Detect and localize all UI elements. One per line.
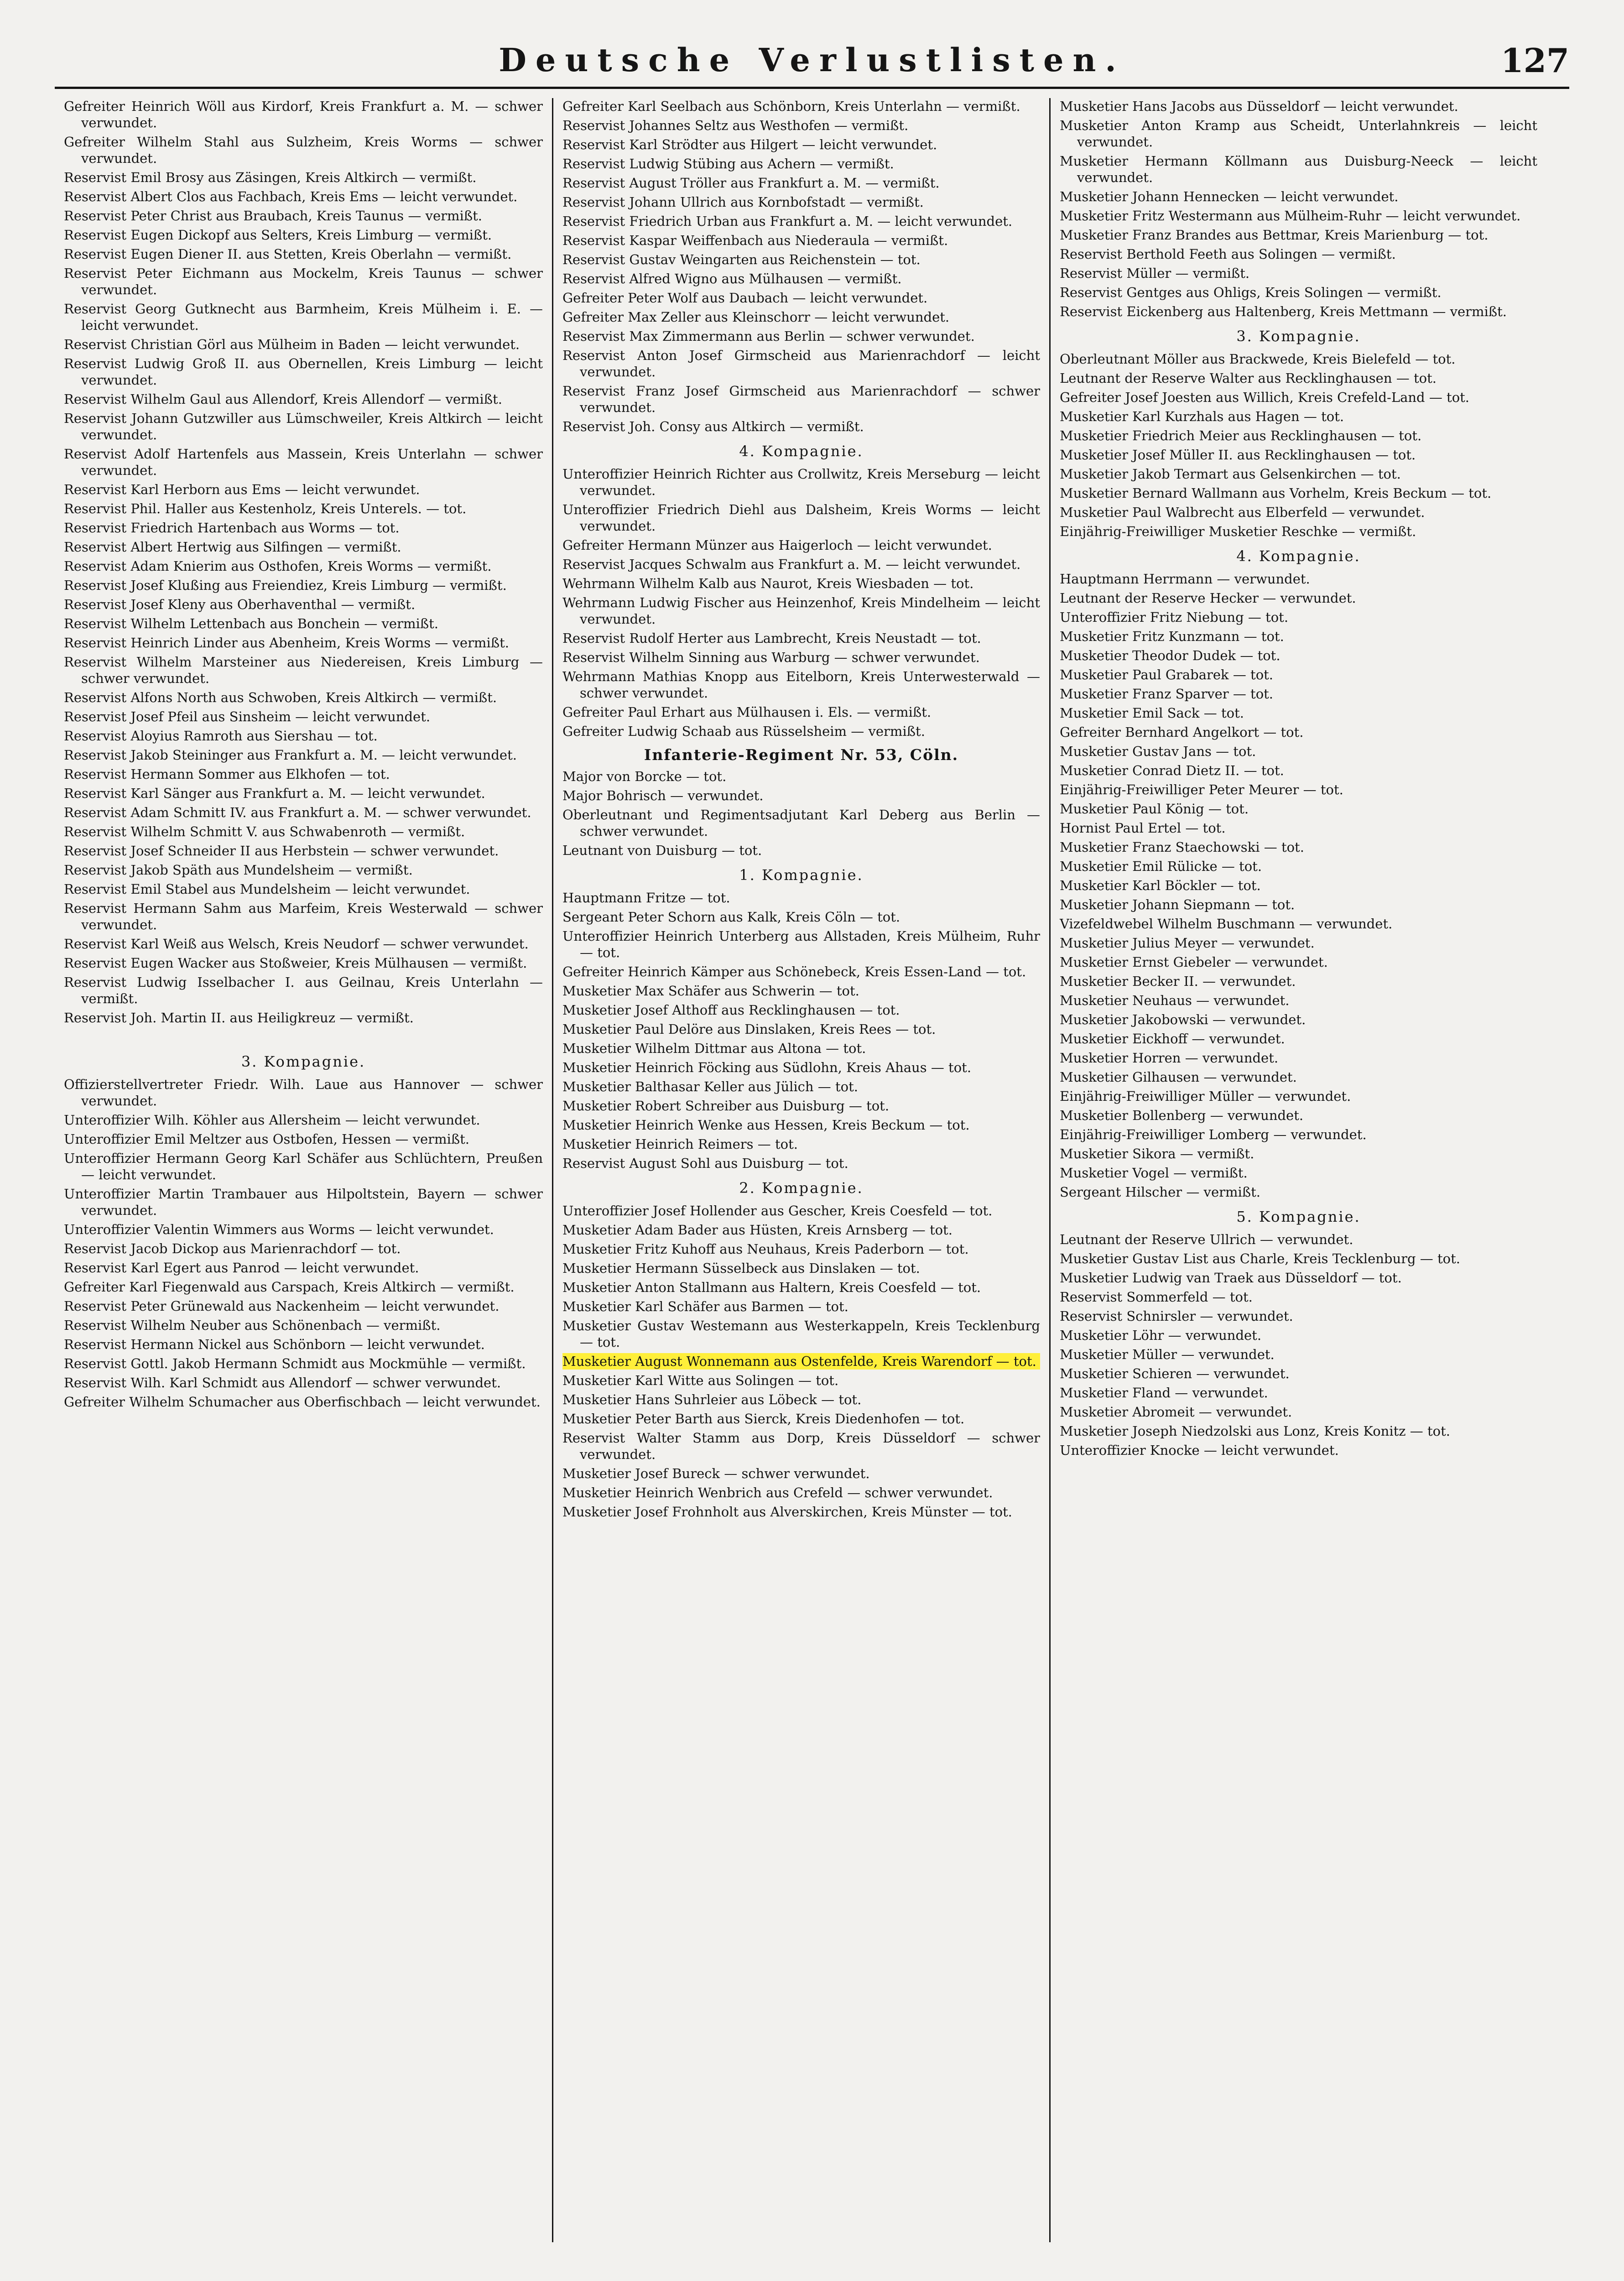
- list-entry: Reservist Schnirsler — verwundet.: [1060, 1308, 1293, 1324]
- list-entry: Reservist Berthold Feeth aus Solingen — vermißt.: [1060, 246, 1396, 262]
- list-entry: Reservist Kaspar Weiffenbach aus Niederaula — vermißt.: [562, 233, 948, 248]
- list-entry: Reservist Wilhelm Sinning aus Warburg — schwer verwundet.: [562, 650, 980, 665]
- list-entry: Musketier Jakobowski — verwundet.: [1060, 1012, 1306, 1027]
- list-entry: Musketier Paul König — tot.: [1060, 801, 1249, 817]
- list-entry: Unteroffizier Heinrich Unterberg aus Allstaden, Kreis Mülheim, Ruhr — tot.: [562, 928, 1040, 960]
- list-entry: Reservist Ludwig Stübing aus Achern — vermißt.: [562, 156, 894, 172]
- list-entry: Reservist Friedrich Hartenbach aus Worms — tot.: [64, 520, 400, 536]
- list-entry: Musketier Josef Frohnholt aus Alverskirchen, Kreis Münster — tot.: [562, 1504, 1012, 1520]
- list-entry: Major von Borcke — tot.: [562, 769, 727, 784]
- list-entry: Reservist Johann Ullrich aus Kornbofstadt — vermißt.: [562, 194, 924, 210]
- list-entry: Unteroffizier Wilh. Köhler aus Allersheim — leicht verwundet.: [64, 1112, 480, 1128]
- regiment-heading: Infanterie-Regiment Nr. 53, Cöln.: [644, 746, 959, 764]
- list-entry: Offizierstellvertreter Friedr. Wilh. Laue aus Hannover — schwer verwundet.: [64, 1077, 543, 1109]
- list-entry: Gefreiter Josef Joesten aus Willich, Kreis Crefeld-Land — tot.: [1060, 390, 1470, 405]
- list-entry: Musketier Heinrich Reimers — tot.: [562, 1136, 798, 1152]
- list-entry: Reservist Josef Pfeil aus Sinsheim — leicht verwundet.: [64, 709, 431, 724]
- list-entry: Leutnant der Reserve Hecker — verwundet.: [1060, 590, 1356, 606]
- list-entry: Oberleutnant Möller aus Brackwede, Kreis Bielefeld — tot.: [1060, 351, 1456, 367]
- list-entry: Unteroffizier Martin Trambauer aus Hilpoltstein, Bayern — schwer verwundet.: [64, 1186, 543, 1218]
- list-entry: Reservist Jacob Dickop aus Marienrachdorf — tot.: [64, 1241, 401, 1256]
- column-middle: [552, 98, 1049, 2242]
- list-entry: Sergeant Peter Schorn aus Kalk, Kreis Cöln — tot.: [562, 909, 900, 925]
- list-entry: Reservist Wilhelm Schmitt V. aus Schwabenroth — vermißt.: [64, 824, 465, 839]
- list-entry: Musketier Franz Sparver — tot.: [1060, 686, 1274, 702]
- list-entry: Wehrmann Mathias Knopp aus Eitelborn, Kreis Unterwesterwald — schwer verwundet.: [562, 669, 1040, 701]
- list-entry: Reservist Johannes Seltz aus Westhofen — vermißt.: [562, 118, 909, 133]
- list-entry: Musketier Emil Sack — tot.: [1060, 705, 1244, 721]
- list-entry: Reservist Eugen Wacker aus Stoßweier, Kreis Mülhausen — vermißt.: [64, 955, 527, 971]
- list-entry: Musketier Hans Jacobs aus Düsseldorf — leicht verwundet.: [1060, 99, 1458, 114]
- list-entry: Musketier Josef Müller II. aus Recklinghausen — tot.: [1060, 447, 1416, 463]
- list-entry: Reservist Karl Sänger aus Frankfurt a. M. — leicht verwundet.: [64, 786, 485, 801]
- list-entry: Reservist Heinrich Linder aus Abenheim, Kreis Worms — vermißt.: [64, 635, 509, 651]
- text-columns: [55, 98, 1569, 2242]
- list-entry: Reservist Josef Klußing aus Freiendiez, Kreis Limburg — vermißt.: [64, 578, 507, 593]
- list-entry: Unteroffizier Heinrich Richter aus Crollwitz, Kreis Merseburg — leicht verwundet.: [562, 466, 1040, 498]
- list-entry: Musketier Hans Suhrleier aus Löbeck — tot.: [562, 1392, 862, 1407]
- list-entry: Musketier Anton Kramp aus Scheidt, Unterlahnkreis — leicht verwundet.: [1060, 118, 1537, 150]
- list-entry: Gefreiter Hermann Münzer aus Haigerloch — leicht verwundet.: [562, 537, 992, 553]
- list-entry: Musketier Fland — verwundet.: [1060, 1385, 1268, 1401]
- list-entry: Reservist Phil. Haller aus Kestenholz, Kreis Unterels. — tot.: [64, 501, 467, 516]
- list-entry: Reservist Eickenberg aus Haltenberg, Kreis Mettmann — vermißt.: [1060, 304, 1507, 319]
- header-rule: [55, 87, 1569, 89]
- list-entry: Einjährig-Freiwilliger Peter Meurer — tot.: [1060, 782, 1343, 797]
- list-entry: Musketier Gustav Jans — tot.: [1060, 744, 1256, 759]
- list-entry: Musketier Wilhelm Dittmar aus Altona — tot.: [562, 1041, 866, 1056]
- list-entry: Reservist Jakob Steininger aus Frankfurt a. M. — leicht verwundet.: [64, 747, 517, 763]
- list-entry: Musketier Paul Grabarek — tot.: [1060, 667, 1274, 682]
- company-heading: 5. Kompagnie.: [1236, 1208, 1361, 1225]
- list-entry: Musketier Bollenberg — verwundet.: [1060, 1108, 1304, 1123]
- list-entry: Musketier Peter Barth aus Sierck, Kreis Diedenhofen — tot.: [562, 1411, 965, 1427]
- list-entry: Gefreiter Karl Seelbach aus Schönborn, Kreis Unterlahn — vermißt.: [562, 99, 1020, 114]
- list-entry: Reservist Ludwig Groß II. aus Obernellen, Kreis Limburg — leicht verwundet.: [64, 356, 543, 388]
- list-entry: Reservist Josef Schneider II aus Herbstein — schwer verwundet.: [64, 843, 499, 859]
- list-entry: Musketier Bernard Wallmann aus Vorhelm, Kreis Beckum — tot.: [1060, 485, 1492, 501]
- list-entry: Reservist Eugen Diener II. aus Stetten, Kreis Oberlahn — vermißt.: [64, 246, 512, 262]
- list-entry: Musketier Ernst Giebeler — verwundet.: [1060, 954, 1328, 970]
- list-entry: Leutnant von Duisburg — tot.: [562, 843, 762, 858]
- list-entry: Musketier Neuhaus — verwundet.: [1060, 993, 1290, 1008]
- list-entry: Musketier Gilhausen — verwundet.: [1060, 1069, 1297, 1085]
- list-entry: Reservist Rudolf Herter aus Lambrecht, Kreis Neustadt — tot.: [562, 630, 981, 646]
- list-entry: Musketier Karl Witte aus Solingen — tot.: [562, 1373, 839, 1388]
- list-entry: Leutnant der Reserve Walter aus Recklinghausen — tot.: [1060, 370, 1437, 386]
- column-right: [1049, 98, 1546, 2242]
- list-entry: Reservist Wilhelm Gaul aus Allendorf, Kreis Allendorf — vermißt.: [64, 391, 502, 407]
- page-number: 127: [1500, 41, 1569, 80]
- list-entry: Reservist Karl Herborn aus Ems — leicht verwundet.: [64, 482, 420, 497]
- list-entry: Musketier Josef Althoff aus Recklinghausen — tot.: [562, 1002, 900, 1018]
- list-entry: Musketier Julius Meyer — verwundet.: [1060, 935, 1315, 951]
- list-entry: Reservist Adam Schmitt IV. aus Frankfurt a. M. — schwer verwundet.: [64, 805, 531, 820]
- list-entry: Reservist Albert Clos aus Fachbach, Kreis Ems — leicht verwundet.: [64, 189, 518, 204]
- list-entry: Musketier Abromeit — verwundet.: [1060, 1404, 1292, 1420]
- list-entry: Unteroffizier Josef Hollender aus Gescher, Kreis Coesfeld — tot.: [562, 1203, 993, 1219]
- list-entry: Unteroffizier Emil Meltzer aus Ostbofen, Hessen — vermißt.: [64, 1131, 470, 1147]
- list-entry: Reservist Alfons North aus Schwoben, Kreis Altkirch — vermißt.: [64, 690, 497, 705]
- masthead: [55, 41, 1569, 91]
- list-entry: Musketier Johann Siepmann — tot.: [1060, 897, 1295, 912]
- column-left: [55, 98, 552, 2242]
- company-heading: 3. Kompagnie.: [1236, 328, 1361, 345]
- list-entry: Reservist Walter Stamm aus Dorp, Kreis Düsseldorf — schwer verwundet.: [562, 1430, 1040, 1462]
- list-entry: Oberleutnant und Regimentsadjutant Karl Deberg aus Berlin — schwer verwundet.: [562, 807, 1040, 839]
- list-entry: Reservist Joh. Martin II. aus Heiligkreuz — vermißt.: [64, 1010, 414, 1026]
- company-heading: 1. Kompagnie.: [739, 866, 864, 884]
- list-entry: Musketier Horren — verwundet.: [1060, 1050, 1279, 1066]
- column-spacer: [64, 1029, 543, 1045]
- list-entry: Reservist Karl Strödter aus Hilgert — leicht verwundet.: [562, 137, 937, 152]
- list-entry: Hauptmann Fritze — tot.: [562, 890, 730, 906]
- list-entry: Reservist Gottl. Jakob Hermann Schmidt aus Mockmühle — vermißt.: [64, 1356, 526, 1371]
- list-entry: Musketier Gustav List aus Charle, Kreis Tecklenburg — tot.: [1060, 1251, 1461, 1266]
- list-entry: Reservist Sommerfeld — tot.: [1060, 1289, 1253, 1305]
- list-entry: Reservist Eugen Dickopf aus Selters, Kreis Limburg — vermißt.: [64, 227, 492, 243]
- list-entry: Musketier Franz Brandes aus Bettmar, Kreis Marienburg — tot.: [1060, 227, 1489, 243]
- list-entry: Reservist Friedrich Urban aus Frankfurt a. M. — leicht verwundet.: [562, 214, 1013, 229]
- list-entry: Reservist Gustav Weingarten aus Reichenstein — tot.: [562, 252, 921, 267]
- highlighted-list-entry: Musketier August Wonnemann aus Ostenfelde, Kreis Warendorf — tot.: [562, 1353, 1040, 1370]
- list-entry: Reservist Hermann Sommer aus Elkhofen — tot.: [64, 766, 390, 782]
- list-entry: Unteroffizier Knocke — leicht verwundet.: [1060, 1443, 1339, 1458]
- list-entry: Musketier Hermann Köllmann aus Duisburg-Neeck — leicht verwundet.: [1060, 153, 1537, 185]
- list-entry: Musketier Sikora — vermißt.: [1060, 1146, 1254, 1161]
- list-entry: Musketier Fritz Kunzmann — tot.: [1060, 629, 1284, 644]
- list-entry: Gefreiter Heinrich Kämper aus Schönebeck, Kreis Essen-Land — tot.: [562, 964, 1026, 979]
- list-entry: Musketier Heinrich Wenke aus Hessen, Kreis Beckum — tot.: [562, 1117, 970, 1133]
- company-heading: 3. Kompagnie.: [241, 1053, 366, 1070]
- page-title: Deutsche Verlustlisten.: [499, 41, 1125, 79]
- list-entry: Musketier Schieren — verwundet.: [1060, 1366, 1290, 1381]
- list-entry: Reservist Emil Brosy aus Zäsingen, Kreis Altkirch — vermißt.: [64, 170, 477, 185]
- list-entry: Unteroffizier Hermann Georg Karl Schäfer aus Schlüchtern, Preußen — leicht verwundet.: [64, 1151, 543, 1182]
- list-entry: Reservist Hermann Sahm aus Marfeim, Kreis Westerwald — schwer verwundet.: [64, 901, 543, 932]
- list-entry: Reservist Müller — vermißt.: [1060, 266, 1250, 281]
- list-entry: Unteroffizier Fritz Niebung — tot.: [1060, 609, 1289, 625]
- list-entry: Reservist Franz Josef Girmscheid aus Marienrachdorf — schwer verwundet.: [562, 383, 1040, 415]
- list-entry: Musketier Josef Bureck — schwer verwundet.: [562, 1466, 870, 1481]
- list-entry: Hornist Paul Ertel — tot.: [1060, 820, 1226, 836]
- list-entry: Gefreiter Max Zeller aus Kleinschorr — leicht verwundet.: [562, 309, 950, 325]
- company-heading: 2. Kompagnie.: [739, 1179, 864, 1197]
- list-entry: Musketier Conrad Dietz II. — tot.: [1060, 763, 1284, 778]
- list-entry: Musketier Heinrich Föcking aus Südlohn, Kreis Ahaus — tot.: [562, 1060, 972, 1075]
- list-entry: Wehrmann Wilhelm Kalb aus Naurot, Kreis Wiesbaden — tot.: [562, 576, 974, 591]
- list-entry: Reservist Aloyius Ramroth aus Siershau — tot.: [64, 728, 378, 744]
- list-entry: Reservist Peter Christ aus Braubach, Kreis Taunus — vermißt.: [64, 208, 482, 224]
- list-entry: Reservist Karl Egert aus Panrod — leicht verwundet.: [64, 1260, 419, 1276]
- list-entry: Einjährig-Freiwilliger Lomberg — verwundet.: [1060, 1127, 1367, 1142]
- list-entry: Musketier Paul Walbrecht aus Elberfeld — verwundet.: [1060, 505, 1425, 520]
- list-entry: Musketier Hermann Süsselbeck aus Dinslaken — tot.: [562, 1260, 920, 1276]
- list-entry: Reservist Peter Grünewald aus Nackenheim — leicht verwundet.: [64, 1298, 500, 1314]
- list-entry: Reservist Josef Kleny aus Oberhaventhal — vermißt.: [64, 597, 416, 612]
- list-entry: Reservist August Sohl aus Duisburg — tot.: [562, 1156, 848, 1171]
- list-entry: Reservist Emil Stabel aus Mundelsheim — leicht verwundet.: [64, 881, 470, 897]
- list-entry: Reservist Wilhelm Lettenbach aus Bonchein — vermißt.: [64, 616, 438, 631]
- list-entry: Musketier Gustav Westemann aus Westerkappeln, Kreis Tecklenburg — tot.: [562, 1318, 1040, 1350]
- list-entry: Einjährig-Freiwilliger Müller — verwundet.: [1060, 1088, 1351, 1104]
- list-entry: Gefreiter Peter Wolf aus Daubach — leicht verwundet.: [562, 290, 928, 306]
- list-entry: Musketier Paul Delöre aus Dinslaken, Kreis Rees — tot.: [562, 1021, 936, 1037]
- list-entry: Musketier Heinrich Wenbrich aus Crefeld — schwer verwundet.: [562, 1485, 993, 1500]
- company-heading: 4. Kompagnie.: [739, 443, 864, 460]
- list-entry: Musketier Robert Schreiber aus Duisburg — tot.: [562, 1098, 890, 1114]
- list-entry: Musketier Karl Kurzhals aus Hagen — tot.: [1060, 409, 1344, 424]
- list-entry: Vizefeldwebel Wilhelm Buschmann — verwundet.: [1060, 916, 1393, 932]
- list-entry: Musketier Max Schäfer aus Schwerin — tot.: [562, 983, 859, 999]
- list-entry: Reservist Gentges aus Ohligs, Kreis Solingen — vermißt.: [1060, 285, 1442, 300]
- list-entry: Reservist Christian Görl aus Mülheim in Baden — leicht verwundet.: [64, 337, 520, 352]
- list-entry: Gefreiter Bernhard Angelkort — tot.: [1060, 724, 1304, 740]
- list-entry: Reservist Albert Hertwig aus Silfingen — vermißt.: [64, 539, 401, 555]
- list-entry: Musketier Karl Schäfer aus Barmen — tot.: [562, 1299, 848, 1314]
- list-entry: Sergeant Hilscher — vermißt.: [1060, 1184, 1260, 1200]
- list-entry: Musketier Joseph Niedzolski aus Lonz, Kreis Konitz — tot.: [1060, 1423, 1450, 1439]
- list-entry: Reservist Jakob Späth aus Mundelsheim — vermißt.: [64, 862, 413, 878]
- list-entry: Musketier Müller — verwundet.: [1060, 1347, 1275, 1362]
- list-entry: Reservist Georg Gutknecht aus Barmheim, Kreis Mülheim i. E. — leicht verwundet.: [64, 301, 543, 333]
- list-entry: Gefreiter Wilhelm Schumacher aus Oberfischbach — leicht verwundet.: [64, 1394, 541, 1410]
- list-entry: Musketier Becker II. — verwundet.: [1060, 974, 1296, 989]
- list-entry: Reservist Max Zimmermann aus Berlin — schwer verwundet.: [562, 328, 975, 344]
- list-entry: Reservist Joh. Consy aus Altkirch — vermißt.: [562, 419, 864, 434]
- list-entry: Musketier Franz Staechowski — tot.: [1060, 839, 1304, 855]
- list-entry: Hauptmann Herrmann — verwundet.: [1060, 571, 1310, 587]
- list-entry: Reservist Adam Knierim aus Osthofen, Kreis Worms — vermißt.: [64, 558, 492, 574]
- list-entry: Unteroffizier Friedrich Diehl aus Dalsheim, Kreis Worms — leicht verwundet.: [562, 502, 1040, 534]
- list-entry: Unteroffizier Valentin Wimmers aus Worms — leicht verwundet.: [64, 1222, 494, 1237]
- company-heading: 4. Kompagnie.: [1236, 547, 1361, 565]
- list-entry: Musketier Löhr — verwundet.: [1060, 1328, 1262, 1343]
- list-entry: Musketier Vogel — vermißt.: [1060, 1165, 1248, 1181]
- list-entry: Musketier Emil Rülicke — tot.: [1060, 859, 1262, 874]
- list-entry: Reservist Alfred Wigno aus Mülhausen — vermißt.: [562, 271, 902, 286]
- list-entry: Gefreiter Karl Fiegenwald aus Carspach, Kreis Altkirch — vermißt.: [64, 1279, 515, 1295]
- list-entry: Reservist Hermann Nickel aus Schönborn — leicht verwundet.: [64, 1337, 485, 1352]
- list-entry: Musketier Fritz Kuhoff aus Neuhaus, Kreis Paderborn — tot.: [562, 1241, 969, 1257]
- list-entry: Reservist Adolf Hartenfels aus Massein, Kreis Unterlahn — schwer verwundet.: [64, 446, 543, 478]
- list-entry: Musketier Theodor Dudek — tot.: [1060, 648, 1280, 663]
- list-entry: Gefreiter Wilhelm Stahl aus Sulzheim, Kreis Worms — schwer verwundet.: [64, 134, 543, 166]
- list-entry: Musketier Anton Stallmann aus Haltern, Kreis Coesfeld — tot.: [562, 1280, 981, 1295]
- list-entry: Einjährig-Freiwilliger Musketier Reschke — vermißt.: [1060, 524, 1416, 539]
- list-entry: Musketier Ludwig van Traek aus Düsseldorf — tot.: [1060, 1270, 1402, 1286]
- list-entry: Leutnant der Reserve Ullrich — verwundet.: [1060, 1232, 1353, 1247]
- list-entry: Gefreiter Ludwig Schaab aus Rüsselsheim — vermißt.: [562, 724, 925, 739]
- list-entry: Gefreiter Paul Erhart aus Mülhausen i. Els. — vermißt.: [562, 704, 932, 720]
- list-entry: Gefreiter Heinrich Wöll aus Kirdorf, Kreis Frankfurt a. M. — schwer verwundet.: [64, 99, 543, 130]
- list-entry: Reservist Peter Eichmann aus Mockelm, Kreis Taunus — schwer verwundet.: [64, 266, 543, 297]
- list-entry: Reservist Anton Josef Girmscheid aus Marienrachdorf — leicht verwundet.: [562, 348, 1040, 380]
- list-entry: Musketier Karl Böckler — tot.: [1060, 878, 1261, 893]
- list-entry: Major Bohrisch — verwundet.: [562, 788, 764, 803]
- list-entry: Musketier Fritz Westermann aus Mülheim-Ruhr — leicht verwundet.: [1060, 208, 1521, 224]
- list-entry: Musketier Eickhoff — verwundet.: [1060, 1031, 1285, 1047]
- list-entry: Musketier Johann Hennecken — leicht verwundet.: [1060, 189, 1399, 204]
- list-entry: Reservist Karl Weiß aus Welsch, Kreis Neudorf — schwer verwundet.: [64, 936, 529, 952]
- list-entry: Reservist Wilhelm Neuber aus Schönenbach — vermißt.: [64, 1318, 441, 1333]
- list-entry: Musketier Adam Bader aus Hüsten, Kreis Arnsberg — tot.: [562, 1222, 953, 1238]
- list-entry: Reservist Ludwig Isselbacher I. aus Geilnau, Kreis Unterlahn — vermißt.: [64, 974, 543, 1006]
- list-entry: Reservist August Tröller aus Frankfurt a. M. — vermißt.: [562, 175, 940, 191]
- list-entry: Wehrmann Ludwig Fischer aus Heinzenhof, Kreis Mindelheim — leicht verwundet.: [562, 595, 1040, 627]
- list-entry: Reservist Wilhelm Marsteiner aus Niedereisen, Kreis Limburg — schwer verwundet.: [64, 654, 543, 686]
- list-entry: Musketier Balthasar Keller aus Jülich — tot.: [562, 1079, 859, 1094]
- list-entry: Reservist Johann Gutzwiller aus Lümschweiler, Kreis Altkirch — leicht verwundet.: [64, 411, 543, 443]
- list-entry: Musketier Jakob Termart aus Gelsenkirchen — tot.: [1060, 466, 1401, 482]
- list-entry: Reservist Wilh. Karl Schmidt aus Allendorf — schwer verwundet.: [64, 1375, 501, 1390]
- list-entry: Reservist Jacques Schwalm aus Frankfurt a. M. — leicht verwundet.: [562, 557, 1021, 572]
- list-entry: Musketier Friedrich Meier aus Recklinghausen — tot.: [1060, 428, 1422, 443]
